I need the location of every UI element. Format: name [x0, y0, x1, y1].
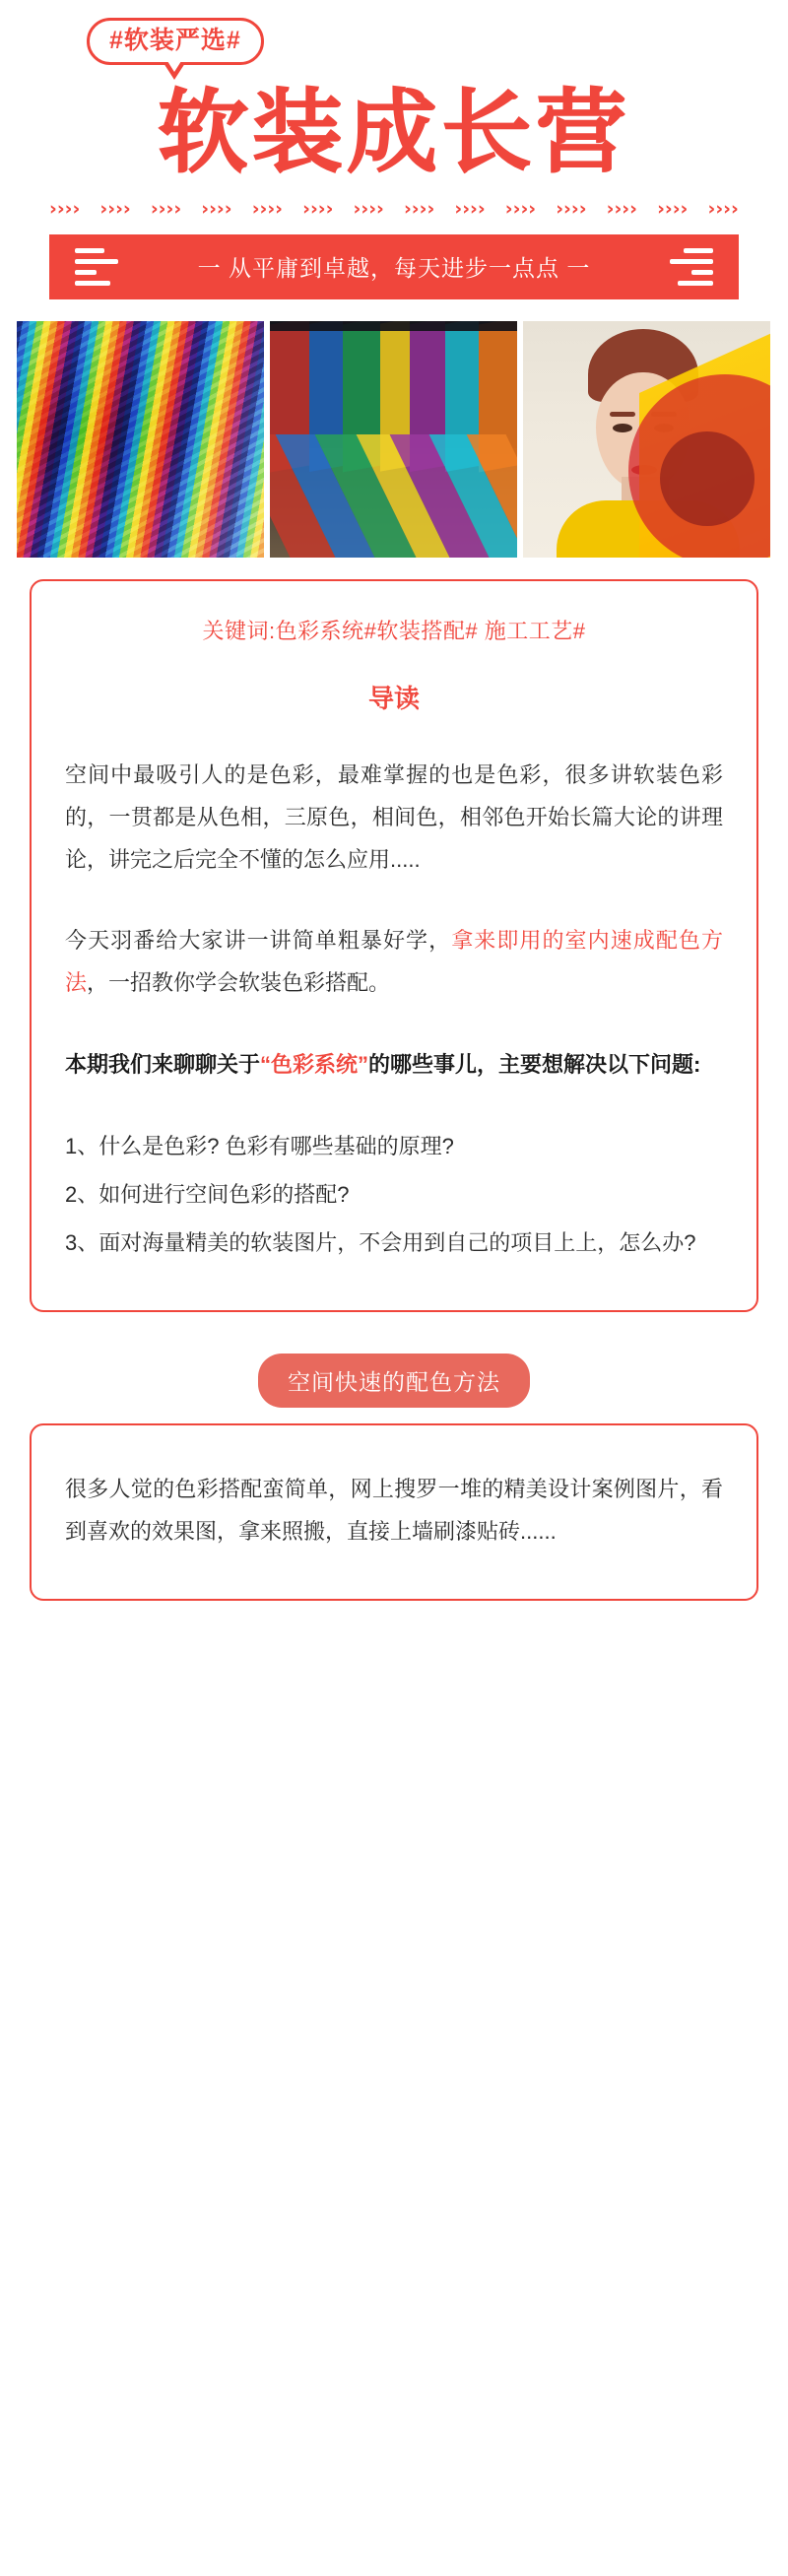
paragraph-2-suffix: ，一招教你学会软装色彩搭配。	[87, 970, 391, 996]
chevron-right-icon: ››››	[556, 198, 587, 221]
paragraph-3-suffix: 的哪些事儿，主要想解决以下问题:	[368, 1052, 701, 1078]
method-card	[30, 1423, 758, 1601]
question-list	[65, 1126, 723, 1265]
chevron-right-icon: ››››	[99, 198, 131, 221]
keywords-line: 关键词:色彩系统#软装搭配# 施工工艺#	[202, 618, 586, 643]
chevron-right-icon: ››››	[150, 198, 182, 221]
chevron-right-icon: ››››	[606, 198, 637, 221]
subtitle-banner	[49, 234, 739, 299]
section-heading-method: 空间快速的配色方法	[258, 1354, 530, 1408]
chevron-right-icon: ››››	[504, 198, 537, 221]
paragraph-2-highlight: 拿来即用的室内速成配色方法	[65, 928, 723, 996]
paragraph-3-prefix: 本期我们来聊聊关于	[65, 1052, 261, 1078]
paragraph-3-highlight: “色彩系统”	[260, 1052, 369, 1078]
chevron-right-icon: ››››	[454, 198, 486, 221]
section-heading-intro: 导读	[367, 683, 420, 713]
stained-glass-floor-photo	[270, 321, 517, 558]
chevron-divider	[49, 199, 739, 221]
chevron-right-icon: ››››	[302, 198, 334, 221]
page-title: 软装成长营	[157, 80, 630, 185]
chevron-right-icon: ››››	[657, 198, 689, 221]
chevron-right-icon: ››››	[353, 198, 384, 221]
banner-stripes-right-icon	[670, 248, 713, 286]
paragraph-3	[65, 1044, 723, 1087]
chevron-right-icon: ››››	[707, 198, 739, 221]
image-strip	[17, 321, 771, 558]
colorful-swirl-photo	[17, 321, 264, 558]
intro-card	[30, 579, 758, 1312]
chevron-right-icon: ››››	[49, 198, 81, 221]
paragraph-4: 很多人觉的色彩搭配蛮简单，网上搜罗一堆的精美设计案例图片，看到喜欢的效果图，拿来照搬，直接上墙刷漆贴砖......	[65, 1476, 723, 1544]
list-item: 3、面对海量精美的软装图片，不会用到自己的项目上上，怎么办?	[65, 1229, 696, 1255]
paragraph-2	[65, 920, 723, 1005]
chevron-right-icon: ››››	[251, 198, 284, 221]
paragraph-2-prefix: 今天羽番给大家讲一讲简单粗暴好学，	[65, 928, 452, 954]
badge-pointer-icon	[164, 63, 185, 80]
list-item: 2、如何进行空间色彩的搭配?	[65, 1182, 350, 1208]
paragraph-1: 空间中最吸引人的是色彩，最难掌握的也是色彩，很多讲软装色彩的，一贯都是从色相，三原色，相间色，相邻色开始长篇大论的讲理论，讲完之后完全不懂的怎么应用.....	[65, 761, 723, 872]
header-badge-wrap	[87, 18, 274, 65]
chevron-right-icon: ››››	[201, 198, 232, 221]
chevron-right-icon: ››››	[403, 198, 435, 221]
list-item: 1、什么是色彩? 色彩有哪些基础的原理?	[65, 1134, 454, 1159]
banner-stripes-left-icon	[75, 248, 118, 286]
subtitle-text: 一 从平庸到卓越，每天进步一点点 一	[197, 255, 591, 282]
article-header	[0, 0, 788, 299]
portrait-color-blocks-photo	[523, 321, 770, 558]
hashtag-badge: #软装严选#	[87, 18, 264, 65]
section2-pill-wrap	[30, 1354, 758, 1408]
